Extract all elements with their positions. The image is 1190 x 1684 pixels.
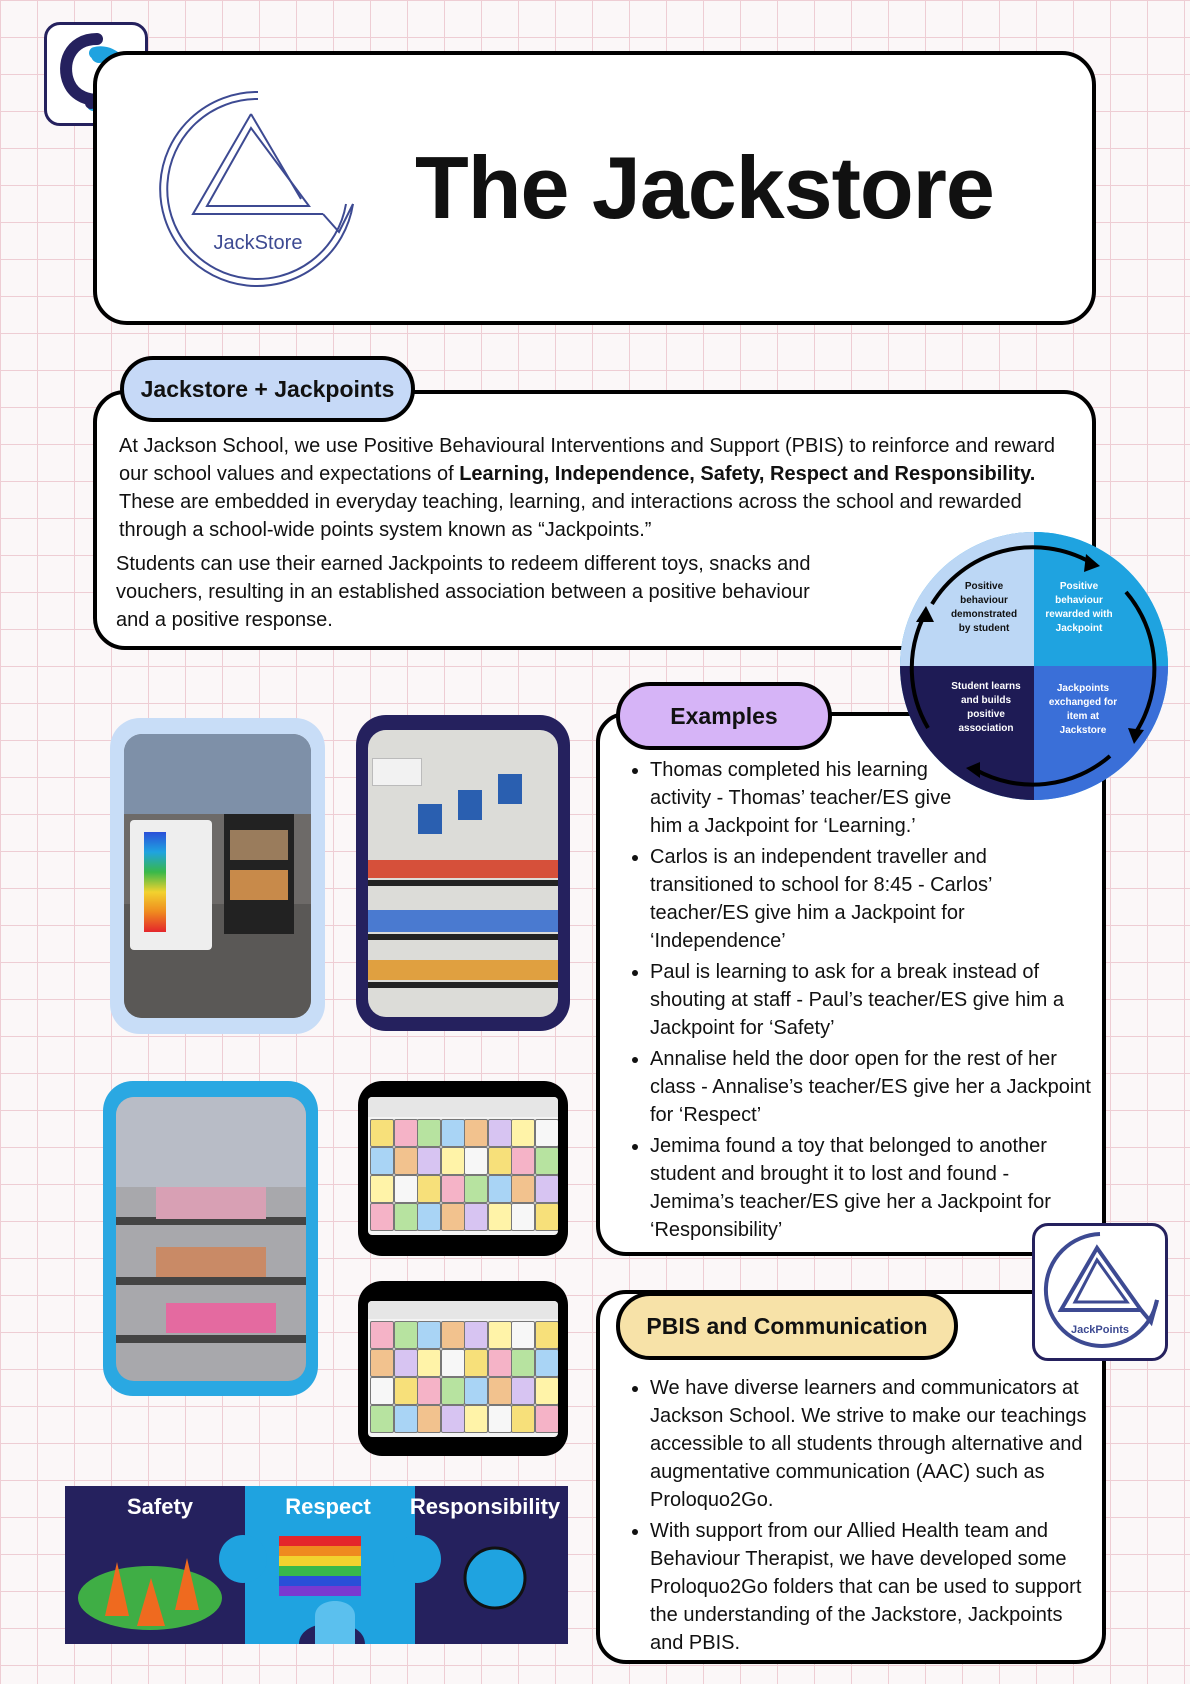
intro-p1-start: At Jackson School, we use Positive Behavioural Interventions and Support (PBIS) to reinforce and reward our school values and expectations of	[119, 435, 1056, 485]
cycle-step-1: Positive behaviour demonstrated by student	[950, 581, 1018, 634]
values-illustrations	[65, 1486, 568, 1644]
symbol-button	[488, 1349, 512, 1377]
symbol-button	[417, 1175, 441, 1203]
symbol-button	[488, 1321, 512, 1349]
symbol-button	[464, 1147, 488, 1175]
symbol-button	[535, 1377, 559, 1405]
pbis-heading: PBIS and Communication	[616, 1292, 958, 1360]
pbis-list	[624, 1374, 1094, 1657]
symbol-button	[370, 1321, 394, 1349]
symbol-button	[370, 1377, 394, 1405]
symbol-button	[394, 1377, 418, 1405]
symbol-button	[535, 1321, 559, 1349]
jackpoints-logo	[1032, 1223, 1168, 1361]
symbol-button	[441, 1405, 465, 1433]
symbol-button	[441, 1349, 465, 1377]
example-item: • Jemima found a toy that belonged to another student and brought it to lost and found - Jemima’s teacher/ES give her a Jackpoint for ‘Responsibility’	[650, 1132, 1094, 1244]
symbol-button	[370, 1405, 394, 1433]
symbol-button	[417, 1119, 441, 1147]
symbol-button	[394, 1349, 418, 1377]
intro-p1-end: These are embedded in everyday teaching, learning, and interactions across the school and rewarded through a school-wide points system known as “Jackpoints.”	[119, 491, 1022, 541]
intro-heading: Jackstore + Jackpoints	[120, 356, 415, 422]
pbis-item: • With support from our Allied Health team and Behaviour Therapist, we have developed some Proloquo2Go folders that can be used to support the understanding of the Jackstore, Jackpoints and PBIS.	[650, 1517, 1094, 1657]
example-item: • Annalise held the door open for the rest of her class - Annalise’s teacher/ES give her a Jackpoint for ‘Respect’	[650, 1045, 1094, 1129]
cycle-step-4: Student learns and builds positive association	[951, 681, 1021, 734]
symbol-button	[417, 1405, 441, 1433]
examples-list-wrap	[624, 756, 1094, 1247]
jackstore-logo-text: JackStore	[213, 232, 303, 254]
zones-chart	[130, 820, 212, 950]
symbol-button	[511, 1349, 535, 1377]
rainbow-flag-icon	[279, 1536, 361, 1596]
photo-frame-accessories	[103, 1081, 318, 1396]
photo-frame-shelves	[356, 715, 570, 1031]
jackstore-logo-icon	[153, 84, 363, 294]
symbol-button	[417, 1377, 441, 1405]
examples-heading: Examples	[616, 682, 832, 750]
photo-frame-front-desk	[110, 718, 325, 1034]
symbol-button	[464, 1377, 488, 1405]
photo-accessories	[116, 1097, 306, 1381]
symbol-button	[488, 1119, 512, 1147]
page-title: The Jackstore	[415, 138, 994, 237]
symbol-button	[441, 1119, 465, 1147]
value-safety: Safety	[126, 1494, 194, 1519]
symbol-button	[441, 1175, 465, 1203]
symbol-button	[394, 1321, 418, 1349]
symbol-button	[441, 1377, 465, 1405]
pbis-cycle-diagram	[900, 532, 1168, 800]
symbol-button	[488, 1203, 512, 1231]
cycle-step-3: Jackpoints exchanged for item at Jackstore	[1048, 683, 1118, 736]
photo-front-desk	[124, 734, 311, 1018]
proloquo2go-screen-1	[368, 1097, 558, 1235]
symbol-button	[488, 1147, 512, 1175]
symbol-button	[535, 1147, 559, 1175]
symbol-button	[464, 1405, 488, 1433]
symbol-button	[370, 1147, 394, 1175]
symbol-button	[511, 1405, 535, 1433]
symbol-button	[511, 1175, 535, 1203]
intro-paragraph-1	[119, 432, 1059, 544]
symbol-button	[464, 1119, 488, 1147]
symbol-button	[417, 1349, 441, 1377]
jackpoints-logo-text: JackPoints	[1070, 1324, 1130, 1336]
symbol-button	[488, 1175, 512, 1203]
symbol-button	[417, 1203, 441, 1231]
symbol-button	[441, 1321, 465, 1349]
photo-shelves	[368, 730, 558, 1017]
value-responsibility: Responsibility	[409, 1494, 561, 1519]
example-item: • Carlos is an independent traveller and transitioned to school for 8:45 - Carlos’ teacher/ES give him a Jackpoint for ‘Independence’	[650, 843, 1094, 955]
symbol-button	[417, 1147, 441, 1175]
symbol-button	[488, 1405, 512, 1433]
display-cabinet	[224, 814, 294, 934]
symbol-button	[394, 1147, 418, 1175]
symbol-button	[535, 1349, 559, 1377]
symbol-button	[394, 1175, 418, 1203]
symbol-button	[441, 1203, 465, 1231]
jackpoints-logo-icon	[1035, 1226, 1165, 1358]
symbol-button	[535, 1203, 559, 1231]
symbol-button	[394, 1405, 418, 1433]
symbol-button	[370, 1349, 394, 1377]
symbol-button	[464, 1203, 488, 1231]
symbol-button	[370, 1119, 394, 1147]
proloquo2go-screen-2	[368, 1301, 558, 1437]
symbol-button	[511, 1203, 535, 1231]
proloquo2go-ipad-safety	[358, 1281, 568, 1456]
symbol-button	[511, 1119, 535, 1147]
symbol-button	[535, 1119, 559, 1147]
proloquo2go-ipad-responsibilities	[358, 1081, 568, 1256]
symbol-button	[511, 1377, 535, 1405]
pbis-item: • We have diverse learners and communicators at Jackson School. We strive to make our teachings accessible to all students through alternative and augmentative communication (AAC) such as Proloquo2Go.	[650, 1374, 1094, 1514]
symbol-button	[464, 1321, 488, 1349]
pbis-list-wrap	[624, 1374, 1094, 1660]
cycle-svg	[900, 532, 1168, 800]
intro-paragraph-2: Students can use their earned Jackpoints to redeem different toys, snacks and vouchers, resulting in an established association between a positive behaviour and a positive response.	[116, 553, 811, 631]
symbol-button	[535, 1175, 559, 1203]
values-banner	[65, 1486, 568, 1644]
symbol-button	[394, 1119, 418, 1147]
symbol-button	[535, 1405, 559, 1433]
examples-list	[624, 756, 1094, 1244]
symbol-button	[417, 1321, 441, 1349]
example-item: • Paul is learning to ask for a break instead of shouting at staff - Paul’s teacher/ES give him a Jackpoint for ‘Safety’	[650, 958, 1094, 1042]
symbol-button	[464, 1349, 488, 1377]
symbol-button	[511, 1321, 535, 1349]
symbol-button	[488, 1377, 512, 1405]
symbol-button	[394, 1203, 418, 1231]
jackstore-logo	[153, 84, 363, 294]
symbol-button	[370, 1175, 394, 1203]
symbol-button	[511, 1147, 535, 1175]
symbol-button	[464, 1175, 488, 1203]
hands-circle-icon	[465, 1548, 525, 1608]
cycle-step-2: Positive behaviour rewarded with Jackpoint	[1045, 581, 1113, 634]
example-item: • Thomas completed his learning activity - Thomas’ teacher/ES give him a Jackpoint for ‘Learning.’	[650, 756, 1094, 840]
symbol-button	[370, 1203, 394, 1231]
intro-values: Learning, Independence, Safety, Respect and Responsibility.	[459, 463, 1036, 485]
symbol-button	[441, 1147, 465, 1175]
value-respect: Respect	[285, 1494, 371, 1519]
